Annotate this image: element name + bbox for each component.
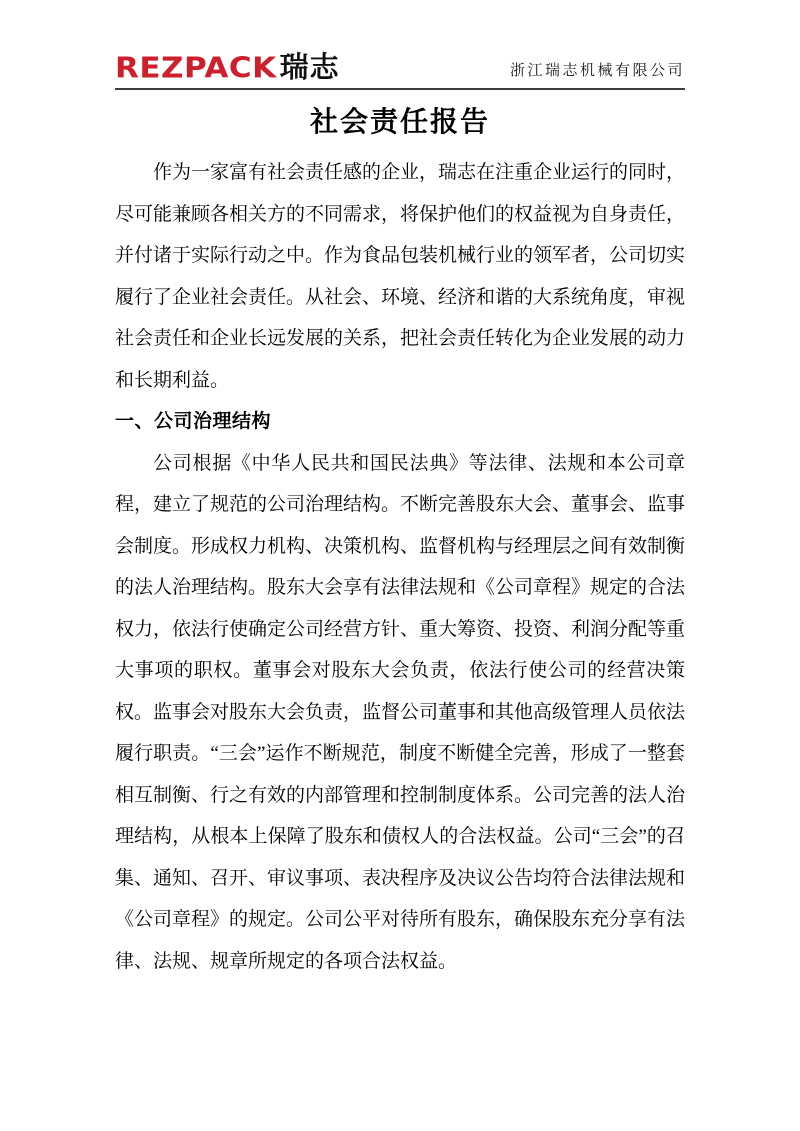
- brand-logo-chinese: 瑞志: [279, 50, 340, 84]
- brand-logo: [115, 52, 340, 83]
- document-title: 社会责任报告: [309, 107, 490, 138]
- section-1-heading: 一、公司治理结构: [115, 410, 272, 432]
- company-name: 浙江瑞志机械有限公司: [509, 63, 685, 79]
- header-row: [115, 52, 685, 90]
- intro-paragraph: 作为一家富有社会责任感的企业，瑞志在注重企业运行的同时，尽可能兼顾各相关方的不同需求，将保护他们的权益视为自身责任，并付诸于实际行动之中。作为食品包装机械行业的领军者，公司切实履行了企业社会责任。从社会、环境、经济和谐的大系统角度，审视社会责任和企业长远发展的关系，把社会责任转化为企业发展的动力和长期利益。: [115, 162, 686, 391]
- brand-logo-wordmark: REZPACK: [115, 51, 277, 85]
- document-body: [115, 152, 685, 982]
- section-1-body: 公司根据《中华人民共和国民法典》等法律、法规和本公司章程，建立了规范的公司治理结构。不断完善股东大会、董事会、监事会制度。形成权力机构、决策机构、监督机构与经理层之间有效制衡的法人治理结构。股东大会享有法律法规和《公司章程》规定的合法权力，依法行使确定公司经营方针、重大筹资、投资、利润分配等重大事项的职权。董事会对股东大会负责，依法行使公司的经营决策权。监事会对股东大会负责，监督公司董事和其他高级管理人员依法履行职责。“三会”运作不断规范，制度不断健全完善，形成了一整套相互制衡、行之有效的内部管理和控制制度体系。公司完善的法人治理结构，从根本上保障了股东和债权人的合法权益。公司“三会”的召集、通知、召开、审议事项、表决程序及决议公告均符合法律法规和《公司章程》的规定。公司公平对待所有股东，确保股东充分享有法律、法规、规章所规定的各项合法权益。: [115, 452, 686, 972]
- page-header: [115, 0, 685, 90]
